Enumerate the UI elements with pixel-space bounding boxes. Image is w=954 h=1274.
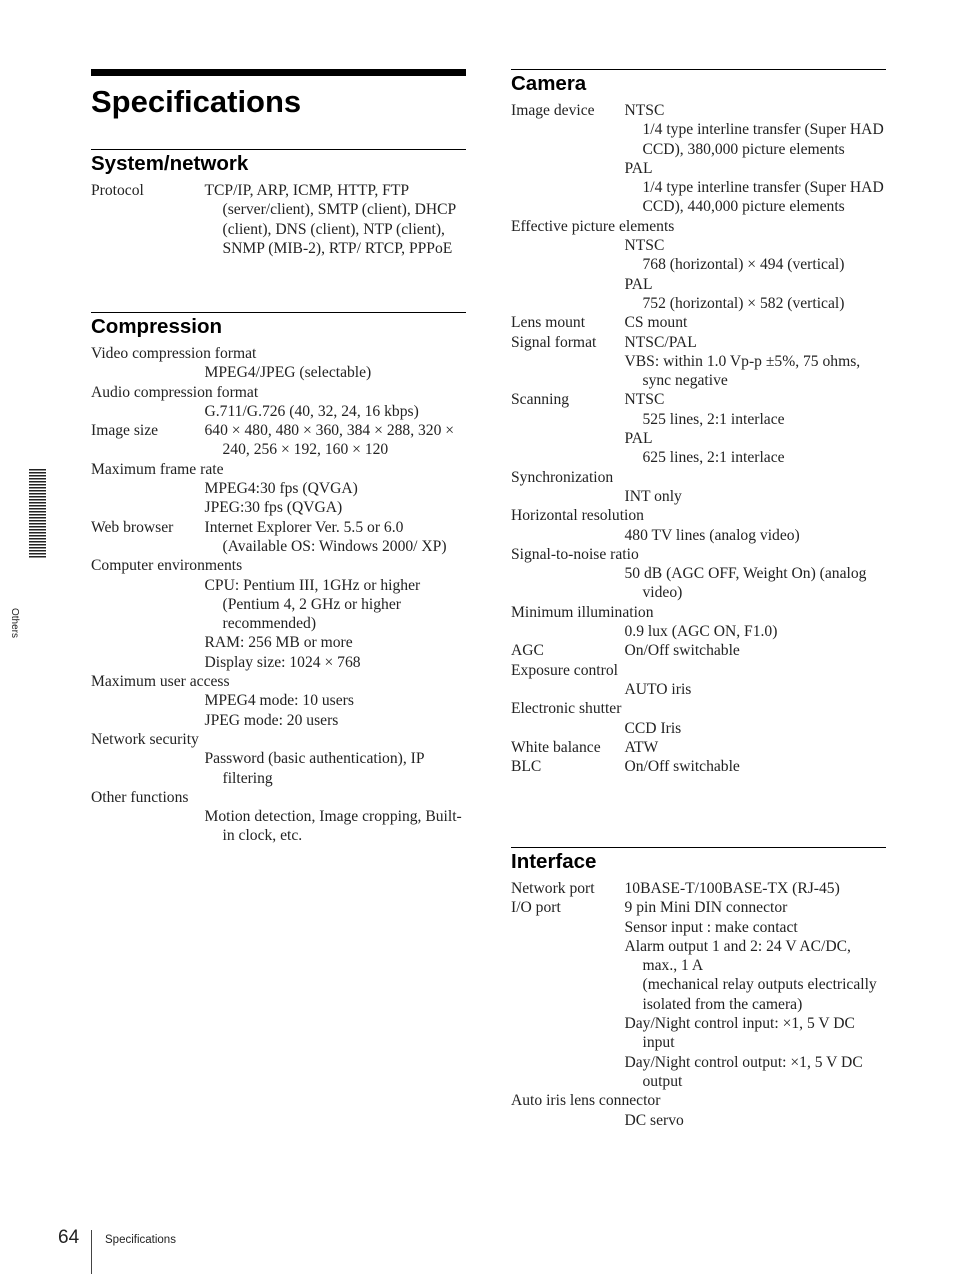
- spec-row: [91, 421, 466, 460]
- section-heading: System/network: [91, 149, 466, 177]
- spec-label: Maximum frame rate: [91, 460, 224, 478]
- spec-value: Day/Night control output: ×1, 5 V DC output: [624, 1053, 863, 1090]
- spec-label: White balance: [511, 738, 601, 756]
- spec-label: Minimum illumination: [511, 603, 654, 621]
- spec-row: [511, 545, 886, 603]
- section-compression: [91, 312, 466, 846]
- spec-values: [205, 691, 467, 730]
- spec-values: [205, 421, 467, 460]
- spec-values: [625, 526, 887, 545]
- spec-subvalue: 768 (horizontal) × 494 (vertical): [642, 256, 845, 274]
- spec-value: Day/Night control input: ×1, 5 V DC input: [624, 1015, 855, 1052]
- spec-value: NTSC/PAL: [624, 333, 697, 351]
- spec-values: [205, 363, 467, 382]
- spec-row: [511, 641, 886, 660]
- spec-row: [511, 1091, 886, 1130]
- side-tab-label: Others: [9, 608, 20, 639]
- spec-value: AUTO iris: [624, 680, 692, 698]
- page-title: Specifications: [91, 69, 466, 121]
- spec-row: [91, 383, 466, 422]
- spec-values: [205, 181, 467, 258]
- spec-label: Signal format: [511, 333, 597, 351]
- spec-values: [205, 479, 467, 518]
- spec-row: [91, 730, 466, 788]
- spec-value: MPEG4/JPEG (selectable): [204, 364, 372, 382]
- spec-value: Motion detection, Image cropping, Built-in clock, etc.: [204, 808, 462, 845]
- spec-value: Display size: 1024 × 768: [204, 653, 361, 671]
- spec-values: [625, 622, 887, 641]
- spec-subvalue: 525 lines, 2:1 interlace: [642, 410, 785, 428]
- section-heading: Camera: [511, 69, 886, 97]
- spec-row: [91, 518, 466, 557]
- spec-value: 10BASE-T/100BASE-TX (RJ-45): [624, 880, 840, 897]
- spec-row: [91, 460, 466, 518]
- spec-row: [511, 506, 886, 545]
- spec-value: PAL: [624, 275, 653, 293]
- spec-value: Alarm output 1 and 2: 24 V AC/DC, max., 1 A: [624, 937, 851, 975]
- section-heading: Compression: [91, 312, 466, 340]
- spec-label: Electronic shutter: [511, 700, 622, 718]
- spec-row: [511, 879, 886, 898]
- spec-row: [511, 661, 886, 700]
- spec-values: [625, 101, 887, 217]
- spec-row: [511, 217, 886, 313]
- spec-values: [625, 757, 887, 776]
- spec-value: CCD Iris: [624, 719, 682, 737]
- spec-row: [511, 313, 886, 332]
- spec-values: [625, 487, 887, 506]
- spec-values: [625, 738, 887, 757]
- spec-value: On/Off switchable: [624, 642, 740, 660]
- spec-value: NTSC: [624, 237, 665, 255]
- spec-label: Audio compression format: [91, 383, 259, 401]
- spec-values: [625, 879, 887, 898]
- spec-value: 640 × 480, 480 × 360, 384 × 288, 320 × 240, 256 × 192, 160 × 120: [204, 422, 455, 459]
- spec-label: Synchronization: [511, 468, 614, 486]
- spec-values: [625, 641, 887, 660]
- section-interface: [511, 847, 886, 1130]
- spec-value: MPEG4 mode: 10 users: [204, 692, 354, 710]
- spec-row: [511, 898, 886, 1091]
- spec-list: [91, 181, 466, 258]
- spec-row: [91, 556, 466, 672]
- spec-row: [511, 603, 886, 642]
- spec-value: Internet Explorer Ver. 5.5 or 6.0 (Available OS: Windows 2000/ XP): [204, 518, 447, 555]
- spec-label: Exposure control: [511, 661, 618, 679]
- spec-values: [625, 719, 887, 738]
- spec-value: VBS: within 1.0 Vp-p ±5%, 75 ohms, sync negative: [624, 352, 861, 390]
- spec-value: Sensor input : make contact: [624, 918, 798, 936]
- spec-value: PAL: [624, 430, 653, 448]
- spec-value: 9 pin Mini DIN connector: [624, 899, 788, 917]
- spec-label: Signal-to-noise ratio: [511, 545, 639, 563]
- spec-label: Network security: [91, 730, 199, 748]
- spec-list: [91, 344, 466, 846]
- spec-label: Horizontal resolution: [511, 507, 644, 525]
- spec-value: RAM: 256 MB or more: [204, 634, 353, 652]
- spec-row: [91, 788, 466, 846]
- spec-value: TCP/IP, ARP, ICMP, HTTP, FTP (server/client), SMTP (client), DHCP (client), DNS (client), NTP (client), SNMP (MIB-2), RTP/ RTCP, PPPoE: [204, 182, 456, 257]
- spec-value: NTSC: [624, 391, 665, 409]
- spec-label: Protocol: [91, 182, 144, 199]
- spec-row: [91, 672, 466, 730]
- spec-value: Password (basic authentication), IP filtering: [204, 750, 424, 787]
- spec-row: [511, 468, 886, 507]
- spec-list: [511, 879, 886, 1130]
- spec-label: Scanning: [511, 391, 570, 409]
- spec-value: 50 dB (AGC OFF, Weight On) (analog video): [624, 565, 867, 602]
- spec-list: [511, 101, 886, 776]
- spec-label: Web browser: [91, 518, 174, 536]
- spec-value: NTSC: [624, 102, 665, 119]
- spec-values: [205, 749, 467, 788]
- spec-subvalue: 625 lines, 2:1 interlace: [642, 449, 785, 467]
- spec-row: [511, 333, 886, 391]
- spec-label: Auto iris lens connector: [511, 1092, 661, 1110]
- page-number: 64: [58, 1227, 80, 1248]
- spec-label: Maximum user access: [91, 673, 230, 691]
- spec-row: [511, 738, 886, 757]
- spec-value: JPEG mode: 20 users: [204, 711, 339, 729]
- spec-value: MPEG4:30 fps (QVGA): [204, 480, 358, 498]
- spec-values: [205, 402, 467, 421]
- spec-label: I/O port: [511, 899, 561, 917]
- spec-label: Network port: [511, 880, 595, 897]
- section-heading: Interface: [511, 847, 886, 875]
- spec-values: [625, 236, 887, 313]
- spec-value: CS mount: [624, 314, 688, 332]
- spec-row: [91, 344, 466, 383]
- spec-values: [625, 898, 887, 1091]
- spec-values: [625, 390, 887, 467]
- spec-value: G.711/G.726 (40, 32, 24, 16 kbps): [204, 402, 419, 420]
- spec-label: Effective picture elements: [511, 217, 675, 235]
- spec-label: BLC: [511, 758, 542, 776]
- spec-value: ATW: [624, 738, 659, 756]
- spec-subvalue: 1/4 type interline transfer (Super HAD CCD), 380,000 picture elements: [642, 121, 884, 158]
- spec-value: 480 TV lines (analog video): [624, 526, 800, 544]
- spec-label: Video compression format: [91, 345, 257, 362]
- footer-label: Specifications: [105, 1234, 176, 1246]
- spec-values: [205, 576, 467, 672]
- spec-values: [625, 1111, 887, 1130]
- spec-values: [205, 518, 467, 557]
- spec-values: [625, 564, 887, 603]
- spec-label: Image device: [511, 102, 595, 119]
- section-system-network: [91, 149, 466, 258]
- spec-value: DC servo: [624, 1111, 684, 1129]
- spec-values: [205, 807, 467, 846]
- spec-value: JPEG:30 fps (QVGA): [204, 499, 343, 517]
- spec-value: PAL: [624, 159, 653, 177]
- spec-subvalue: (mechanical relay outputs electrically isolated from the camera): [642, 976, 877, 1013]
- spec-subvalue: 1/4 type interline transfer (Super HAD CCD), 440,000 picture elements: [642, 179, 884, 216]
- spec-label: Other functions: [91, 788, 189, 806]
- spec-value: On/Off switchable: [624, 758, 740, 776]
- spec-subvalue: 752 (horizontal) × 582 (vertical): [642, 294, 845, 312]
- spec-label: Lens mount: [511, 314, 586, 332]
- spec-values: [625, 333, 887, 391]
- spec-label: Image size: [91, 422, 159, 440]
- spec-label: Computer environments: [91, 557, 243, 575]
- spec-value: 0.9 lux (AGC ON, F1.0): [624, 623, 778, 641]
- spec-row: [511, 101, 886, 217]
- footer-divider: [91, 1230, 92, 1274]
- spec-values: [625, 313, 887, 332]
- spec-row: [511, 699, 886, 738]
- spec-row: [91, 181, 466, 258]
- section-camera: [511, 69, 886, 776]
- spec-values: [625, 680, 887, 699]
- spec-value: INT only: [624, 487, 682, 505]
- side-tab-marker: [29, 469, 46, 559]
- spec-row: [511, 757, 886, 776]
- spec-value: CPU: Pentium III, 1GHz or higher (Pentium 4, 2 GHz or higher recommended): [204, 576, 421, 633]
- spec-row: [511, 390, 886, 467]
- spec-label: AGC: [511, 642, 544, 660]
